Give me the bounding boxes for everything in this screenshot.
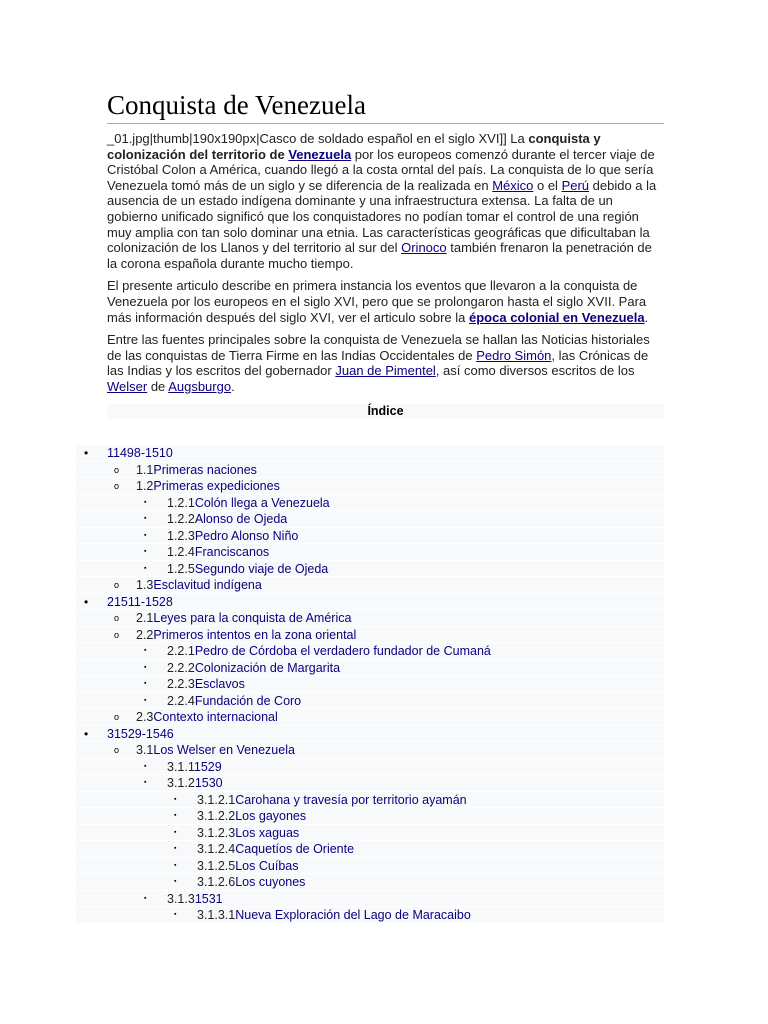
- toc-bullet-icon: ▪: [144, 515, 147, 522]
- toc-bullet-icon: •: [84, 446, 89, 460]
- scope-text: El presente articulo describe en primera instancia los eventos que llevaron a la conquista de Venezuela por los europeos en el siglo XVI, pero que se prolongaron hasta el siglo XVII. Para más información después del siglo XVI, ver el articulo sobre la: [107, 278, 647, 325]
- toc-item[interactable]: [76, 825, 664, 842]
- toc-bullet-icon: ▪: [174, 861, 177, 869]
- toc-item-text[interactable]: [197, 858, 298, 875]
- toc-item-number: 3.1.2.4: [197, 842, 236, 856]
- toc-item-number: 11498-1510: [107, 446, 173, 460]
- toc-item[interactable]: [76, 462, 664, 479]
- toc-item[interactable]: [76, 792, 664, 809]
- toc-item-text[interactable]: [136, 742, 295, 759]
- sources-text: , las Crónicas de las Indias y los escritos del gobernador: [107, 347, 649, 379]
- toc-bullet-icon: ▪: [144, 894, 147, 902]
- toc-item-number: 1.2.2: [167, 512, 195, 526]
- toc-item[interactable]: [76, 495, 664, 512]
- toc-item[interactable]: [76, 858, 664, 875]
- toc-bullet-icon: ▪: [144, 531, 147, 539]
- toc-item-link[interactable]: 1529: [193, 759, 222, 774]
- toc-item-link[interactable]: Contexto internacional: [153, 710, 278, 724]
- toc-item-link[interactable]: Pedro Alonso Niño: [194, 528, 299, 543]
- toc-item-number: 1.3: [136, 578, 154, 592]
- toc-item-number: 3.1.2.5: [197, 858, 236, 873]
- toc-item-link[interactable]: Colón llega a Venezuela: [194, 495, 330, 510]
- scope-text: .: [644, 309, 649, 325]
- toc-bullet-icon: ▪: [144, 680, 147, 687]
- toc-item-number: 31529-1546: [107, 726, 174, 741]
- toc-item[interactable]: [76, 742, 664, 759]
- toc-item[interactable]: [76, 445, 664, 462]
- toc-item-text[interactable]: [167, 775, 223, 792]
- toc-bullet-icon: ▪: [144, 647, 147, 654]
- toc-item-number: 1.2.1: [167, 495, 195, 510]
- toc-bullet-icon: ▪: [144, 663, 147, 671]
- link-juan-de-pimentel[interactable]: Juan de Pimentel: [335, 363, 436, 379]
- toc-item-text[interactable]: [197, 825, 299, 842]
- toc-item-number: 2.2.4: [167, 693, 195, 708]
- toc-item[interactable]: [76, 841, 664, 858]
- toc-item-text[interactable]: [167, 561, 328, 578]
- toc-item-text[interactable]: [167, 676, 245, 693]
- toc-item-number: 2.2.3: [167, 677, 195, 691]
- toc-item-link[interactable]: Alonso de Ojeda: [194, 512, 288, 526]
- intro-bold-text: conquista y colonización del territorio de: [107, 131, 601, 162]
- toc-item-link[interactable]: Colonización de Margarita: [194, 660, 341, 675]
- toc-item[interactable]: [76, 874, 664, 891]
- toc-item-text[interactable]: [136, 610, 351, 627]
- toc-item-number: 2.2.2: [167, 660, 195, 675]
- toc-item-link[interactable]: Carohana y travesía por territorio ayamán: [235, 792, 467, 807]
- toc-item-text[interactable]: [136, 462, 257, 479]
- toc-bullet-icon: ▪: [174, 795, 177, 803]
- toc-item-text[interactable]: [197, 874, 305, 891]
- toc-item-text[interactable]: [167, 759, 222, 776]
- toc-item-number: 3.1.2.6: [197, 875, 236, 889]
- toc-item-number: 3.1.3: [167, 891, 195, 906]
- toc-item-link[interactable]: Leyes para la conquista de América: [153, 611, 352, 625]
- intro-text: debido a la ausencia de un estado indígena dominante y una infraestructura extensa. La falta de un gobierno unificado significó que los conquistadores no podían tomar el control de una región muy amplia con tan solo dominar una etnia. Las características geográficas que dificultaban la colonización de los Llanos y del territorio al sur del: [107, 177, 657, 256]
- toc-item[interactable]: [76, 577, 664, 594]
- toc-item[interactable]: [76, 594, 664, 611]
- intro-prefix: _01.jpg|thumb|190x190px|Casco de soldado español en el siglo XVI]] La: [107, 131, 529, 146]
- toc-item-number: 1.1: [136, 462, 154, 477]
- toc-item[interactable]: [76, 478, 664, 495]
- toc-bullet-icon: o: [114, 629, 120, 640]
- toc-bullet-icon: o: [114, 712, 120, 722]
- toc-bullet-icon: ▪: [174, 878, 177, 885]
- toc-bullet-icon: ▪: [144, 548, 147, 555]
- table-of-contents: [76, 445, 664, 924]
- sources-text: .: [231, 378, 235, 394]
- toc-item[interactable]: [76, 693, 664, 710]
- link-pedro-simon[interactable]: Pedro Simón: [476, 347, 552, 363]
- toc-item[interactable]: [76, 561, 664, 578]
- toc-item[interactable]: [76, 726, 664, 743]
- toc-item-number: 3.1: [136, 743, 154, 757]
- toc-item-link[interactable]: Los xaguas: [235, 825, 300, 840]
- toc-item-link[interactable]: Los gayones: [235, 809, 307, 823]
- link-venezuela[interactable]: Venezuela: [288, 146, 352, 162]
- toc-item-number: 1.2.3: [167, 528, 195, 543]
- toc-item[interactable]: [76, 759, 664, 776]
- toc-item-text[interactable]: [167, 891, 223, 908]
- toc-item-link[interactable]: Primeros intentos en la zona oriental: [153, 627, 357, 642]
- toc-title: Índice: [107, 404, 664, 419]
- toc-item-text[interactable]: [197, 792, 467, 809]
- toc-item-link[interactable]: 1531: [194, 891, 223, 906]
- intro-text: o el: [533, 177, 562, 193]
- toc-item[interactable]: [76, 775, 664, 792]
- toc-item[interactable]: [76, 544, 664, 561]
- toc-bullet-icon: ▪: [144, 498, 147, 506]
- toc-item-text[interactable]: [167, 693, 301, 710]
- toc-bullet-icon: ▪: [144, 696, 147, 704]
- toc-item-link[interactable]: Esclavos: [194, 677, 245, 691]
- toc-bullet-icon: ▪: [144, 779, 147, 786]
- toc-bullet-icon: •: [84, 594, 89, 609]
- toc-bullet-icon: ▪: [144, 564, 147, 572]
- toc-item-link[interactable]: Los cuyones: [235, 875, 306, 889]
- toc-item-text[interactable]: [167, 643, 491, 660]
- toc-item-number: 3.1.2.1: [197, 792, 236, 807]
- toc-item-number: 1.2: [136, 479, 154, 493]
- toc-item-link[interactable]: Pedro de Córdoba el verdadero fundador de Cumaná: [194, 644, 491, 658]
- toc-item[interactable]: [76, 610, 664, 627]
- toc-item-text[interactable]: [107, 445, 173, 462]
- link-welser[interactable]: Welser: [107, 378, 148, 394]
- page-title: Conquista de Venezuela: [107, 88, 664, 124]
- toc-item-number: 3.1.2: [167, 776, 195, 790]
- toc-item-text[interactable]: [167, 511, 287, 528]
- toc-item[interactable]: [76, 709, 664, 726]
- toc-item[interactable]: [76, 907, 664, 924]
- toc-item-link[interactable]: Nueva Exploración del Lago de Maracaibo: [235, 908, 471, 922]
- link-augsburgo[interactable]: Augsburgo: [168, 378, 232, 394]
- toc-bullet-icon: o: [114, 580, 120, 590]
- article-body: [107, 88, 664, 419]
- toc-item-text[interactable]: [136, 709, 278, 726]
- toc-bullet-icon: o: [114, 464, 120, 475]
- toc-bullet-icon: •: [84, 726, 89, 741]
- toc-bullet-icon: ▪: [174, 828, 177, 836]
- toc-item[interactable]: [76, 643, 664, 660]
- toc-item[interactable]: [76, 511, 664, 528]
- toc-item-link[interactable]: Primeras naciones: [153, 462, 257, 477]
- sources-text: , así como diversos escritos de los: [435, 363, 635, 379]
- link-orinoco[interactable]: Orinoco: [401, 240, 447, 256]
- toc-item-text[interactable]: [136, 577, 262, 594]
- toc-item-text[interactable]: [107, 594, 173, 611]
- toc-item-link[interactable]: Franciscanos: [194, 545, 270, 559]
- intro-paragraph: [107, 131, 664, 271]
- toc-item-number: 2.1: [136, 611, 154, 625]
- toc-item-link[interactable]: Caquetíos de Oriente: [235, 842, 355, 856]
- toc-bullet-icon: o: [114, 745, 120, 755]
- toc-item-text[interactable]: [167, 495, 330, 512]
- toc-item-text[interactable]: [136, 627, 356, 644]
- toc-item[interactable]: [76, 660, 664, 677]
- toc-item-text[interactable]: [197, 841, 354, 858]
- toc-item-number: 2.2.1: [167, 644, 195, 658]
- toc-item-link[interactable]: Esclavitud indígena: [153, 578, 262, 592]
- intro-text: también frenaron la penetración de la corona española durante mucho tiempo.: [107, 240, 652, 271]
- toc-item-text[interactable]: [167, 660, 340, 677]
- toc-item-link[interactable]: Los Welser en Venezuela: [153, 743, 295, 757]
- toc-item-link[interactable]: Primeras expediciones: [153, 479, 280, 493]
- toc-item-link[interactable]: Segundo viaje de Ojeda: [194, 561, 329, 576]
- toc-item-text[interactable]: [197, 907, 471, 924]
- toc-item[interactable]: [76, 891, 664, 908]
- toc-bullet-icon: o: [114, 613, 120, 623]
- scope-paragraph: [107, 278, 664, 325]
- toc-item-number: 3.1.3.1: [197, 908, 236, 922]
- toc-item-number: 2.3: [136, 710, 154, 724]
- toc-item-number: 3.1.2.2: [197, 809, 236, 823]
- link-mexico[interactable]: México: [492, 177, 534, 193]
- toc-item-link[interactable]: Fundación de Coro: [194, 693, 302, 708]
- toc-item-number: 21511-1528: [107, 594, 173, 609]
- sources-text: Entre las fuentes principales sobre la conquista de Venezuela se hallan las Noticias historiales de las conquistas de Tierra Firme en las Indias Occidentales de: [107, 332, 650, 363]
- toc-item[interactable]: [76, 528, 664, 545]
- toc-item-link[interactable]: Los Cuíbas: [235, 858, 299, 873]
- toc-item-number: 3.1.2.3: [197, 825, 236, 840]
- toc-item-number: 1.2.4: [167, 545, 195, 559]
- sources-text: de: [147, 378, 169, 394]
- toc-item-text[interactable]: [167, 544, 269, 561]
- toc-item-text[interactable]: [167, 528, 298, 545]
- toc-bullet-icon: o: [114, 481, 120, 491]
- toc-bullet-icon: ▪: [174, 911, 177, 918]
- toc-item-text[interactable]: [197, 808, 306, 825]
- intro-text: por los europeos comenzó durante el tercer viaje de Cristóbal Colon a América, cuando llegó a la costa orntal del país. La conquista de lo que sería Venezuela tomó más de un siglo y se diferencia de la realizada en: [107, 146, 655, 193]
- toc-item-link[interactable]: 1530: [194, 776, 223, 790]
- toc-item[interactable]: [76, 627, 664, 644]
- toc-item[interactable]: [76, 808, 664, 825]
- toc-item-number: 3.1.1: [167, 759, 194, 774]
- toc-item-number: 2.2: [136, 627, 154, 642]
- link-epoca-colonial[interactable]: época colonial en Venezuela: [469, 309, 645, 325]
- toc-bullet-icon: ▪: [174, 845, 177, 852]
- toc-bullet-icon: ▪: [144, 762, 147, 770]
- toc-item[interactable]: [76, 676, 664, 693]
- toc-bullet-icon: ▪: [174, 812, 177, 819]
- toc-item-number: 1.2.5: [167, 561, 195, 576]
- sources-paragraph: [107, 332, 664, 394]
- toc-item-text[interactable]: [107, 726, 174, 743]
- link-peru[interactable]: Perú: [561, 177, 590, 193]
- toc-item-text[interactable]: [136, 478, 280, 495]
